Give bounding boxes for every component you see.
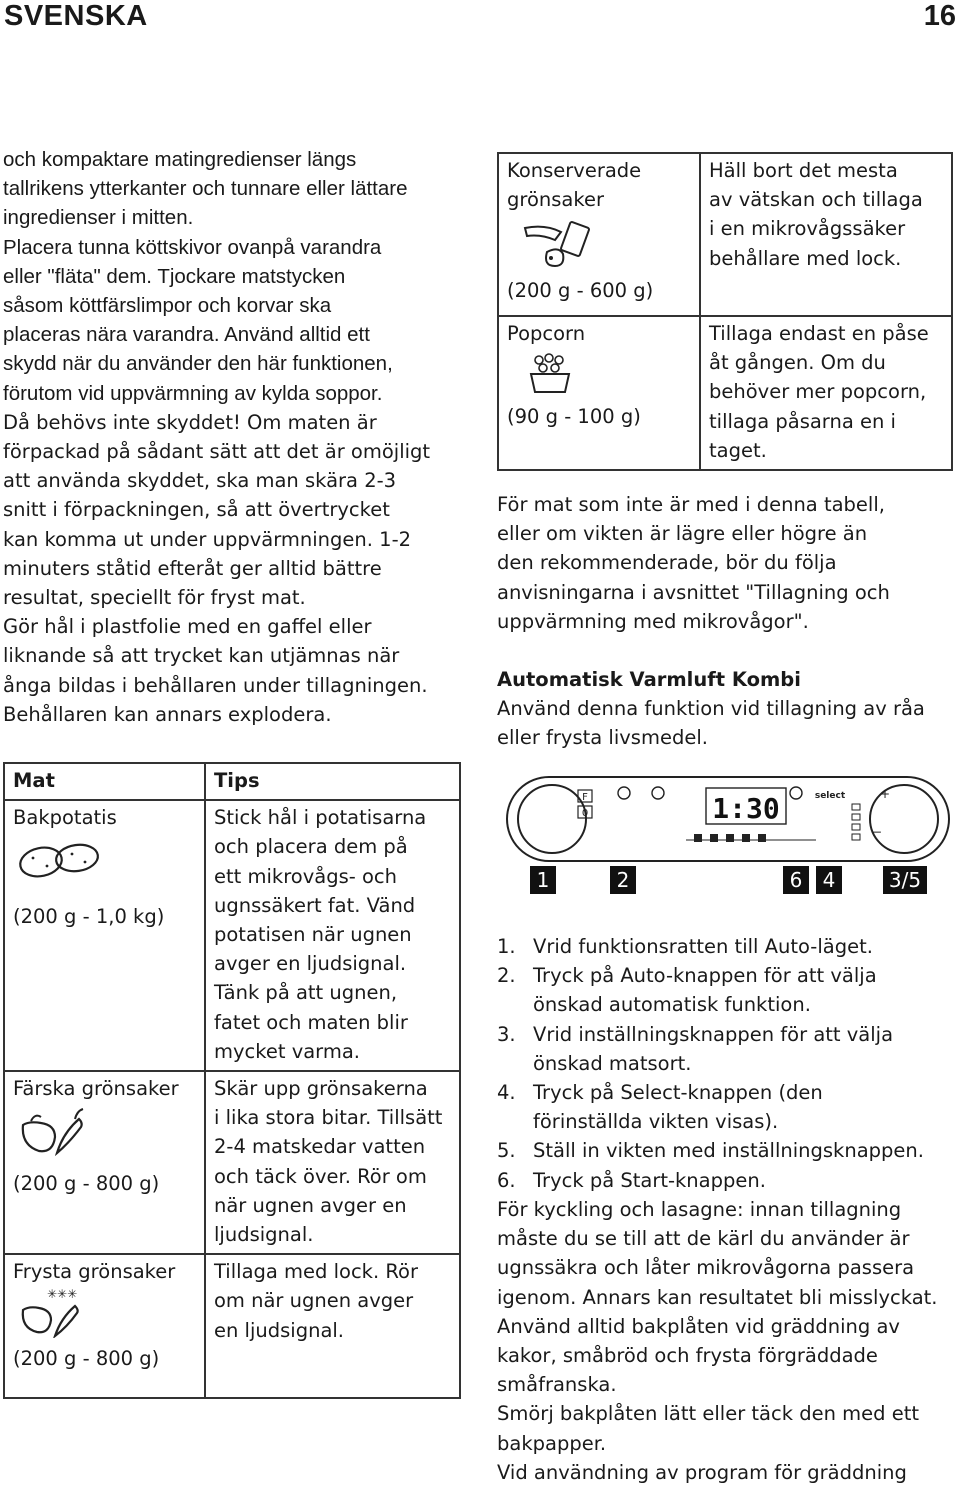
table-header-tips: Tips — [205, 763, 460, 800]
food-name: Frysta grönsaker — [13, 1260, 176, 1284]
list-item: 2. Tryck på Auto-knappen för att välja — [497, 964, 877, 988]
food-name: grönsaker — [507, 188, 604, 212]
paragraph-line: liknande så att trycket kan utjämnas när — [3, 644, 400, 668]
paragraph-line: måste du se till att de kärl du använder är — [497, 1227, 910, 1251]
tip-line: ljudsignal. — [214, 1223, 314, 1247]
vegetables-icon — [17, 1107, 87, 1157]
list-item-continued: önskad matsort. — [533, 1051, 692, 1075]
paragraph-line: För kyckling och lasagne: innan tillagning — [497, 1198, 902, 1221]
paragraph-line: uppvärmning med mikrovågor". — [497, 609, 809, 633]
food-weight: (200 g - 800 g) — [13, 1172, 160, 1196]
paragraph-line: Smörj bakplåten lätt eller täck den med ett — [497, 1402, 920, 1426]
right-paragraph — [497, 490, 890, 636]
paragraph-line: tallrikens ytterkanter och tunnare eller lättare — [3, 177, 408, 201]
table-row — [4, 1254, 460, 1398]
tip-line: Tillaga med lock. Rör — [214, 1260, 418, 1284]
tip-line: Tänk på att ugnen, — [214, 981, 398, 1005]
minus-label: − — [872, 825, 883, 839]
table-header-food: Mat — [4, 763, 205, 800]
left-paragraph — [3, 145, 473, 729]
select-label: select — [814, 791, 846, 801]
paragraph-line: småfranska. — [497, 1373, 617, 1397]
paragraph-line: ånga bildas i behållaren under tillagningen. — [3, 673, 428, 697]
tip-line: ett mikrovågs- och — [214, 864, 397, 888]
callout-3-5: 3/5 — [883, 866, 927, 894]
callout-4: 4 — [816, 866, 842, 894]
list-item: 3. Vrid inställningsknappen för att välja — [497, 1022, 894, 1046]
list-item: 6. Tryck på Start-knappen. — [497, 1168, 766, 1192]
paragraph-line: ugnssäkra och låter mikrovågorna passera — [497, 1256, 915, 1280]
tip-line: av vätskan och tillaga — [709, 188, 923, 212]
section-heading: Automatisk Varmluft Kombi — [497, 668, 801, 691]
tip-line: behöver mer popcorn, — [709, 380, 927, 404]
potato-icon — [17, 836, 101, 886]
food-weight: (200 g - 800 g) — [13, 1347, 160, 1371]
tip-line: när ugnen avger en — [214, 1193, 407, 1217]
table-row — [4, 1071, 460, 1254]
paragraph-line: Då behövs inte skyddet! Om maten är — [3, 410, 377, 434]
tip-line: mycket varma. — [214, 1039, 361, 1063]
list-item: 5. Ställ in vikten med inställningsknappen. — [497, 1139, 924, 1163]
frozen-vegetables-icon — [17, 1286, 87, 1338]
paragraph-line: anvisningarna i avsnittet "Tillagning och — [497, 580, 890, 604]
tip-line: tillaga påsarna en i — [709, 409, 896, 433]
callout-6: 6 — [783, 866, 809, 894]
paragraph-line: förutom vid uppvärmning av kylda soppor. — [3, 381, 383, 405]
list-item-continued: önskad automatisk funktion. — [533, 993, 811, 1017]
display-readout: 1:30 — [712, 792, 780, 825]
paragraph-line: kan komma ut under uppvärmningen. 1-2 — [3, 527, 412, 551]
paragraph-line: bakpapper. — [497, 1431, 607, 1455]
food-weight: (200 g - 1,0 kg) — [13, 905, 165, 929]
paragraph-line: Vid användning av program för gräddning — [497, 1460, 907, 1484]
food-name: Bakpotatis — [13, 806, 117, 830]
paragraph-line: placeras nära varandra. Använd alltid ett — [3, 323, 370, 347]
tip-line: ugnssäkert fat. Vänd — [214, 893, 416, 917]
food-name: Popcorn — [507, 322, 586, 345]
food-table-continued — [497, 152, 953, 471]
svg-text:✳✳✳: ✳✳✳ — [47, 1287, 78, 1302]
paragraph-line: ingredienser i mitten. — [3, 206, 194, 230]
paragraph-line: kakor, småbröd och frysta förgräddade — [497, 1344, 878, 1368]
food-name: Färska grönsaker — [13, 1077, 179, 1101]
tip-line: Stick hål i potatisarna — [214, 806, 427, 830]
tip-line: taget. — [709, 438, 767, 462]
table-row — [498, 316, 952, 470]
paragraph-line: Använd alltid bakplåten vid gräddning av — [497, 1314, 900, 1338]
callout-2: 2 — [610, 866, 636, 894]
tip-line: Häll bort det mesta — [709, 159, 898, 182]
steps-list — [497, 932, 924, 1195]
paragraph-line: och kompaktare matingredienser längs — [3, 148, 357, 171]
section-title: SVENSKA — [4, 0, 148, 32]
list-item: 1. Vrid funktionsratten till Auto-läget. — [497, 935, 873, 958]
list-item-continued: förinställda vikten visas). — [533, 1110, 779, 1134]
paragraph-line: För mat som inte är med i denna tabell, — [497, 493, 885, 516]
f-label: F — [582, 792, 588, 803]
tip-line: i lika stora bitar. Tillsätt — [214, 1106, 443, 1130]
food-weight: (90 g - 100 g) — [507, 405, 641, 429]
page-number: 16 — [923, 0, 956, 32]
paragraph-line: Placera tunna köttskivor ovanpå varandra — [3, 235, 382, 259]
tip-line: åt gången. Om du — [709, 351, 886, 375]
paragraph-line: resultat, speciellt för fryst mat. — [3, 586, 306, 610]
tip-line: om när ugnen avger — [214, 1289, 414, 1313]
section-intro: Använd denna funktion vid tillagning av råa — [497, 697, 925, 721]
paragraph-line: att använda skyddet, ska man skära 2-3 — [3, 469, 397, 493]
tip-line: avger en ljudsignal. — [214, 952, 407, 976]
tip-line: och täck över. Rör om — [214, 1164, 427, 1188]
tip-line: Skär upp grönsakerna — [214, 1077, 428, 1101]
paragraph-line: den rekommenderade, bör du följa — [497, 551, 837, 575]
paragraph-line: såsom köttfärslimpor och korvar ska — [3, 294, 332, 318]
function-knob — [518, 785, 589, 853]
plus-label: + — [880, 787, 891, 801]
callout-1: 1 — [530, 866, 556, 894]
paragraph-line: Gör hål i plastfolie med en gaffel eller — [3, 615, 372, 639]
section-intro: eller frysta livsmedel. — [497, 726, 708, 750]
paragraph-line: igenom. Annars kan resultatet bli misslyckat. — [497, 1285, 938, 1309]
food-name: Konserverade — [507, 159, 642, 182]
food-weight: (200 g - 600 g) — [507, 279, 654, 303]
food-table — [3, 762, 461, 1399]
list-item: 4. Tryck på Select-knappen (den — [497, 1081, 823, 1105]
table-row — [498, 153, 952, 316]
closing-paragraph — [497, 1195, 937, 1487]
section — [497, 665, 925, 753]
paragraph-line: eller "fläta" dem. Tjockare matstycken — [3, 264, 346, 288]
tip-line: behållare med lock. — [709, 246, 902, 270]
paragraph-line: eller om vikten är lägre eller högre än — [497, 522, 868, 546]
tip-line: 2-4 matskedar vatten — [214, 1135, 426, 1159]
popcorn-icon — [525, 352, 575, 396]
tip-line: i en mikrovågssäker — [709, 217, 906, 241]
tip-line: och placera dem på — [214, 835, 408, 859]
paragraph-line: skydd när du använder den här funktionen, — [3, 352, 393, 376]
paragraph-line: snitt i förpackningen, så att övertrycket — [3, 498, 390, 522]
canned-vegetables-icon — [521, 218, 601, 270]
tip-line: en ljudsignal. — [214, 1318, 345, 1342]
tip-line: Tillaga endast en påse — [709, 322, 929, 345]
table-row — [4, 800, 460, 1071]
zero-label: 0 — [581, 808, 589, 819]
tip-line: potatisen när ugnen — [214, 923, 412, 947]
paragraph-line: Behållaren kan annars explodera. — [3, 702, 332, 726]
control-panel-diagram — [506, 776, 950, 862]
paragraph-line: förpackad på sådant sätt att det är omöjligt — [3, 440, 431, 464]
tip-line: fatet och maten blir — [214, 1010, 408, 1034]
paragraph-line: minuters ståtid efteråt ger alltid bättre — [3, 556, 382, 580]
